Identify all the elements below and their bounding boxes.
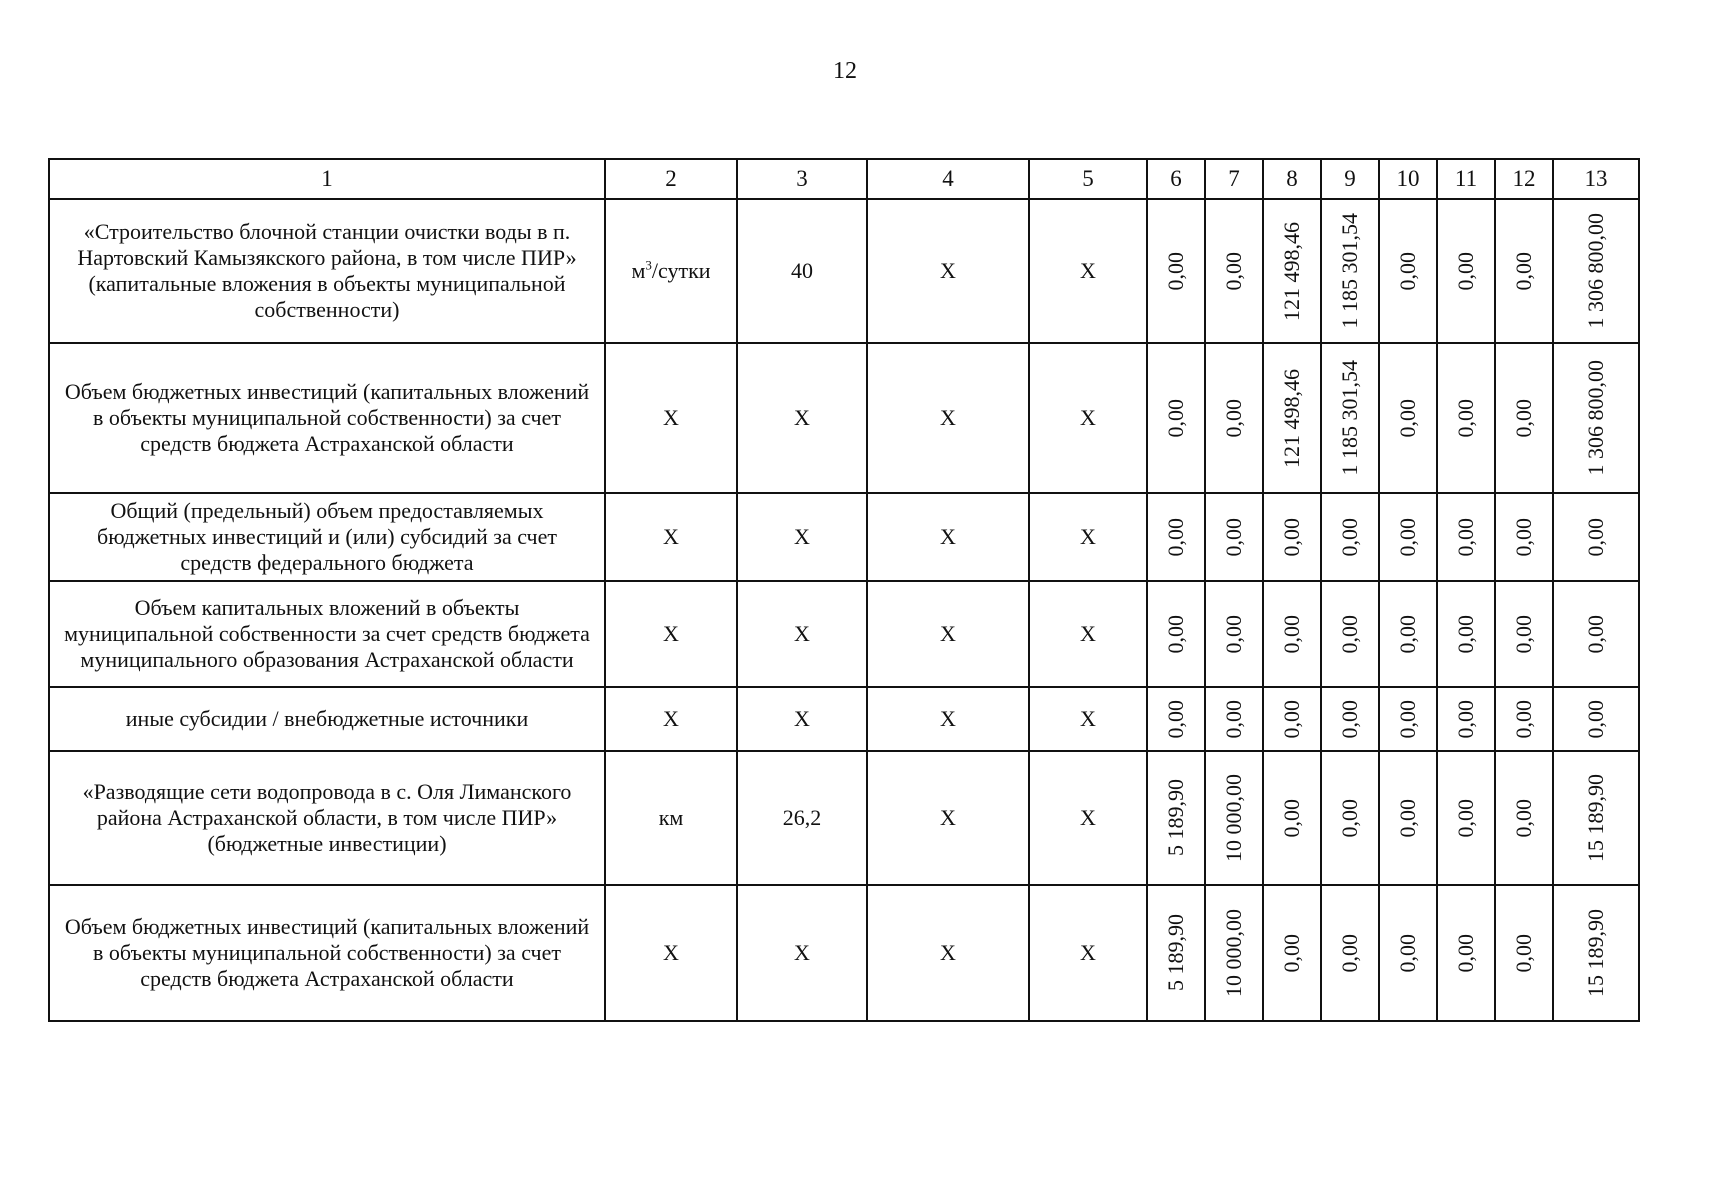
value-text: 0,00: [1395, 699, 1421, 739]
value-text: 0,00: [1337, 798, 1363, 838]
unit-suffix: /сутки: [651, 258, 711, 284]
unit-text: Х: [663, 523, 679, 549]
value-text: 0,00: [1453, 798, 1479, 838]
value-text: 1 185 301,54: [1337, 213, 1363, 329]
value-cell: [1147, 199, 1205, 343]
value-cell: [1437, 199, 1495, 343]
value-cell: [1321, 199, 1379, 343]
description-line: Объем капитальных вложений в объекты муниципальной собственности за счет средств бюджета муниципального образования Астраханской области: [64, 594, 590, 672]
value-cell: [1147, 885, 1205, 1021]
value-cell: [1495, 751, 1553, 885]
value-cell: [1205, 199, 1263, 343]
unit-text: м: [631, 258, 646, 284]
value-cell: [1263, 687, 1321, 751]
value-cell: [1205, 751, 1263, 885]
description-line: «Разводящие сети водопровода в с. Оля Лиманского района Астраханской области, в том числе ПИР»: [82, 778, 572, 830]
value-text: 0,00: [1221, 614, 1247, 654]
value-text: 0,00: [1163, 251, 1189, 291]
value-cell: [1553, 343, 1639, 493]
column-header: 9: [1321, 159, 1379, 199]
unit-text: Х: [663, 705, 679, 731]
value-text: 0,00: [1511, 251, 1537, 291]
table-row: [49, 687, 1639, 751]
value-text: 0,00: [1163, 699, 1189, 739]
description-line: (капитальные вложения в объекты муниципальной собственности): [88, 271, 566, 322]
value-cell: [1553, 581, 1639, 687]
value-text: 0,00: [1221, 517, 1247, 557]
value-cell: [1205, 687, 1263, 751]
col5-cell: Х: [1029, 493, 1147, 581]
value-text: 0,00: [1221, 398, 1247, 438]
value-cell: [1205, 581, 1263, 687]
value-text: 0,00: [1583, 614, 1609, 654]
description-line: иные субсидии / внебюджетные источники: [125, 705, 529, 731]
value-cell: [1437, 751, 1495, 885]
value-cell: [1205, 493, 1263, 581]
column-header: 7: [1205, 159, 1263, 199]
value-text: 0,00: [1583, 517, 1609, 557]
value-text: 0,00: [1279, 798, 1305, 838]
value-cell: [1495, 885, 1553, 1021]
value-cell: [1263, 581, 1321, 687]
value-text: 0,00: [1583, 699, 1609, 739]
capacity-cell: Х: [737, 493, 867, 581]
col4-cell: Х: [867, 885, 1029, 1021]
value-text: 0,00: [1337, 933, 1363, 973]
column-header: 5: [1029, 159, 1147, 199]
value-text: 121 498,46: [1279, 221, 1305, 321]
unit-cell: [605, 199, 737, 343]
value-cell: [1205, 343, 1263, 493]
value-cell: [1437, 581, 1495, 687]
value-text: 15 189,90: [1583, 908, 1609, 997]
capacity-cell: Х: [737, 343, 867, 493]
value-text: 0,00: [1453, 251, 1479, 291]
value-text: 10 000,00: [1221, 773, 1247, 862]
unit-cell: [605, 687, 737, 751]
col4-cell: Х: [867, 751, 1029, 885]
unit-cell: [605, 751, 737, 885]
value-text: 0,00: [1163, 517, 1189, 557]
value-cell: [1321, 581, 1379, 687]
value-text: 0,00: [1395, 614, 1421, 654]
value-cell: [1147, 687, 1205, 751]
table-row: [49, 199, 1639, 343]
value-cell: [1263, 199, 1321, 343]
budget-table: [48, 158, 1640, 1022]
value-cell: [1379, 687, 1437, 751]
unit-cell: [605, 493, 737, 581]
table-row: [49, 751, 1639, 885]
value-cell: [1553, 493, 1639, 581]
column-header: 13: [1553, 159, 1639, 199]
value-cell: [1553, 687, 1639, 751]
header-row: [49, 159, 1639, 199]
unit-superscript: 3: [645, 257, 652, 273]
description-cell: [49, 199, 605, 343]
value-text: 0,00: [1395, 251, 1421, 291]
column-header: 1: [49, 159, 605, 199]
value-cell: [1379, 751, 1437, 885]
col5-cell: Х: [1029, 343, 1147, 493]
value-cell: [1553, 199, 1639, 343]
value-cell: [1379, 199, 1437, 343]
column-header: 11: [1437, 159, 1495, 199]
table-row: [49, 885, 1639, 1021]
description-line: Объем бюджетных инвестиций (капитальных вложений в объекты муниципальной собственности) за счет средств бюджета Астраханской области: [64, 913, 590, 991]
unit-cell: [605, 343, 737, 493]
value-text: 0,00: [1453, 699, 1479, 739]
value-text: 0,00: [1279, 614, 1305, 654]
column-header: 2: [605, 159, 737, 199]
value-text: 0,00: [1511, 398, 1537, 438]
value-cell: [1147, 581, 1205, 687]
value-text: 0,00: [1163, 398, 1189, 438]
value-text: 0,00: [1511, 933, 1537, 973]
value-cell: [1321, 885, 1379, 1021]
value-text: 1 306 800,00: [1583, 213, 1609, 329]
value-cell: [1553, 885, 1639, 1021]
value-cell: [1553, 751, 1639, 885]
value-text: 0,00: [1453, 517, 1479, 557]
value-text: 0,00: [1337, 614, 1363, 654]
value-cell: [1147, 751, 1205, 885]
value-text: 0,00: [1511, 798, 1537, 838]
value-cell: [1437, 687, 1495, 751]
value-cell: [1263, 343, 1321, 493]
value-text: 0,00: [1337, 699, 1363, 739]
value-text: 5 189,90: [1163, 914, 1189, 992]
description-cell: [49, 581, 605, 687]
value-cell: [1495, 493, 1553, 581]
value-cell: [1263, 885, 1321, 1021]
unit-text: км: [658, 804, 684, 830]
value-cell: [1263, 493, 1321, 581]
value-cell: [1147, 343, 1205, 493]
value-cell: [1321, 687, 1379, 751]
value-text: 0,00: [1221, 699, 1247, 739]
value-text: 15 189,90: [1583, 773, 1609, 862]
capacity-cell: 40: [737, 199, 867, 343]
value-text: 0,00: [1395, 933, 1421, 973]
value-cell: [1147, 493, 1205, 581]
col5-cell: Х: [1029, 687, 1147, 751]
col5-cell: Х: [1029, 751, 1147, 885]
description-line: Объем бюджетных инвестиций (капитальных вложений в объекты муниципальной собственности) за счет средств бюджета Астраханской области: [64, 379, 590, 456]
value-text: 0,00: [1279, 699, 1305, 739]
page-number: 12: [833, 58, 857, 84]
column-header: 12: [1495, 159, 1553, 199]
col4-cell: Х: [867, 343, 1029, 493]
column-header: 8: [1263, 159, 1321, 199]
value-text: 0,00: [1453, 933, 1479, 973]
col5-cell: Х: [1029, 581, 1147, 687]
value-text: 0,00: [1511, 699, 1537, 739]
value-text: 10 000,00: [1221, 908, 1247, 997]
capacity-cell: Х: [737, 885, 867, 1021]
col5-cell: Х: [1029, 885, 1147, 1021]
value-text: 1 306 800,00: [1583, 360, 1609, 476]
value-cell: [1379, 343, 1437, 493]
description-cell: [49, 493, 605, 581]
value-cell: [1437, 343, 1495, 493]
capacity-cell: Х: [737, 581, 867, 687]
unit-text: Х: [663, 405, 679, 431]
description-line: «Строительство блочной станции очистки воды в п. Нартовский Камызякского района, в том числе ПИР»: [77, 219, 577, 271]
unit-text: Х: [663, 939, 679, 965]
value-cell: [1495, 343, 1553, 493]
value-cell: [1379, 581, 1437, 687]
value-text: 0,00: [1395, 798, 1421, 838]
value-text: 0,00: [1453, 398, 1479, 438]
capacity-cell: 26,2: [737, 751, 867, 885]
value-cell: [1437, 885, 1495, 1021]
value-cell: [1379, 493, 1437, 581]
table-row: [49, 493, 1639, 581]
value-text: 0,00: [1337, 517, 1363, 557]
col4-cell: Х: [867, 687, 1029, 751]
description-cell: [49, 343, 605, 493]
value-cell: [1495, 581, 1553, 687]
value-cell: [1437, 493, 1495, 581]
table-body: [49, 199, 1639, 1021]
value-text: 0,00: [1163, 614, 1189, 654]
value-text: 5 189,90: [1163, 779, 1189, 857]
unit-cell: [605, 885, 737, 1021]
value-cell: [1321, 343, 1379, 493]
value-cell: [1263, 751, 1321, 885]
column-header: 10: [1379, 159, 1437, 199]
value-cell: [1321, 493, 1379, 581]
value-text: 0,00: [1395, 517, 1421, 557]
column-header: 6: [1147, 159, 1205, 199]
value-text: 1 185 301,54: [1337, 360, 1363, 476]
value-text: 0,00: [1453, 614, 1479, 654]
description-cell: [49, 687, 605, 751]
capacity-cell: Х: [737, 687, 867, 751]
value-text: 0,00: [1221, 251, 1247, 291]
column-header: 3: [737, 159, 867, 199]
value-text: 0,00: [1511, 614, 1537, 654]
description-line: (бюджетные инвестиции): [207, 830, 447, 856]
col5-cell: Х: [1029, 199, 1147, 343]
value-cell: [1321, 751, 1379, 885]
table-row: [49, 343, 1639, 493]
unit-cell: [605, 581, 737, 687]
value-text: 121 498,46: [1279, 368, 1305, 468]
table-row: [49, 581, 1639, 687]
value-text: 0,00: [1279, 933, 1305, 973]
col4-cell: Х: [867, 581, 1029, 687]
value-text: 0,00: [1511, 517, 1537, 557]
value-text: 0,00: [1279, 517, 1305, 557]
value-cell: [1495, 687, 1553, 751]
value-cell: [1495, 199, 1553, 343]
value-text: 0,00: [1395, 398, 1421, 438]
col4-cell: Х: [867, 199, 1029, 343]
col4-cell: Х: [867, 493, 1029, 581]
description-cell: [49, 885, 605, 1021]
value-cell: [1205, 885, 1263, 1021]
description-cell: [49, 751, 605, 885]
unit-text: Х: [663, 620, 679, 646]
value-cell: [1379, 885, 1437, 1021]
column-header: 4: [867, 159, 1029, 199]
description-line: Общий (предельный) объем предоставляемых бюджетных инвестиций и (или) субсидий за счет средств федерального бюджета: [97, 498, 557, 575]
